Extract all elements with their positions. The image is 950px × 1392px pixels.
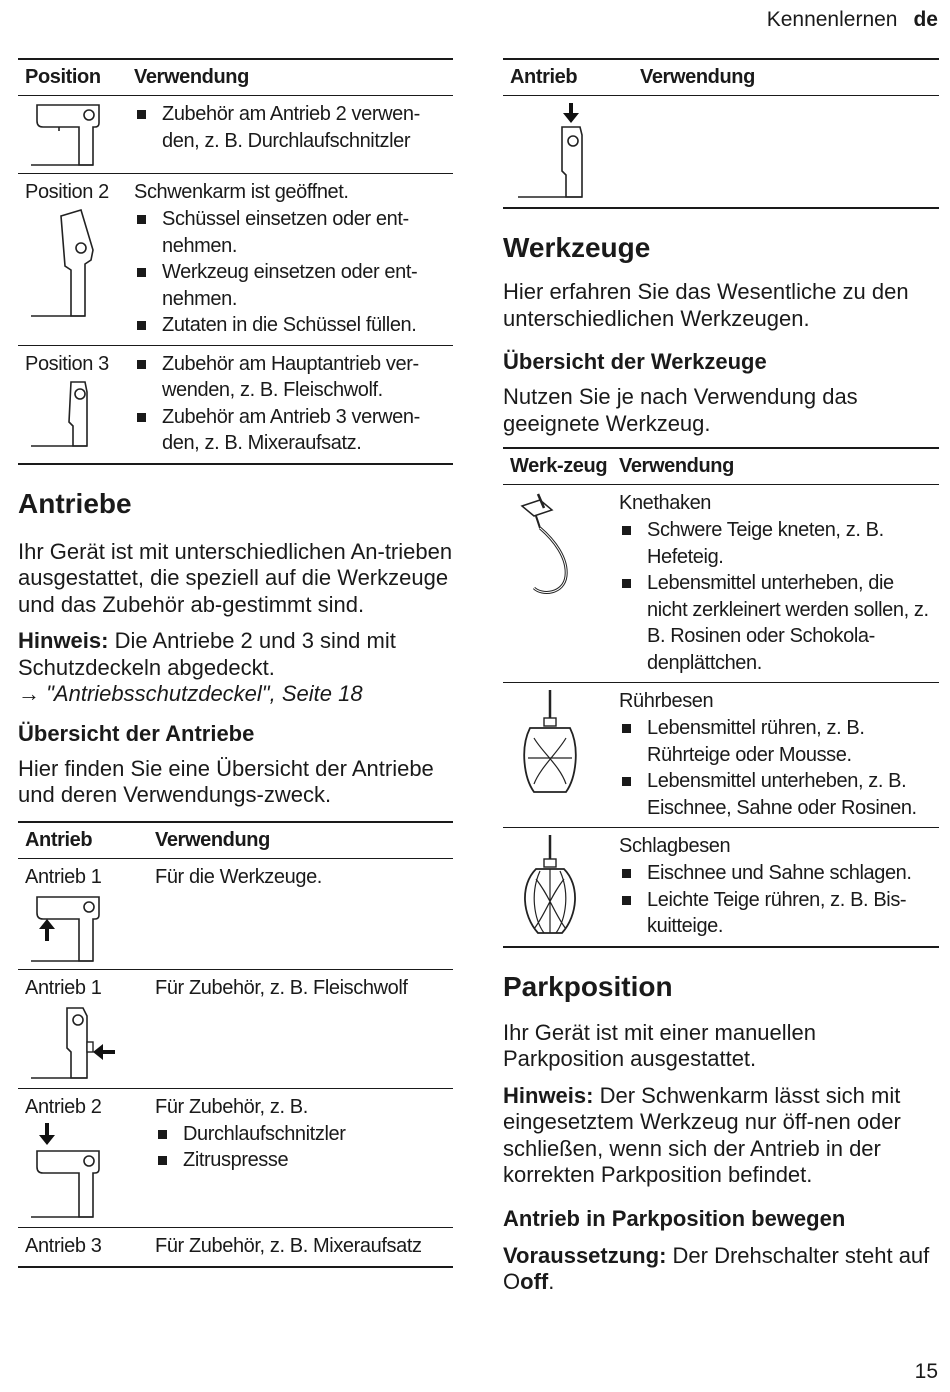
table-row: [503, 828, 939, 947]
usage-list: [155, 1121, 449, 1174]
tool-table-header-usage: Verwendung: [612, 448, 939, 485]
drives-overview-body: Hier finden Sie eine Übersicht der Antriebe und deren Verwendungs-zweck.: [18, 755, 434, 807]
position-label: Position 2: [25, 181, 109, 203]
usage-cell: [148, 969, 453, 1088]
mixer-arm-closed-icon: [25, 101, 105, 167]
tool-table-header-tool: Werk-zeug: [503, 448, 612, 485]
usage-list: [134, 101, 449, 154]
usage-text: Für Zubehör, z. B.: [155, 1095, 308, 1118]
position-table: [18, 58, 453, 465]
usage-cell: [148, 858, 453, 969]
table-row: [18, 858, 453, 969]
dough-hook-icon: [510, 492, 580, 602]
table-row: [18, 969, 453, 1088]
drive-cell: [18, 1088, 148, 1227]
position-cell: [18, 96, 127, 174]
list-item: Durchlaufschnitzler: [155, 1121, 449, 1148]
table-row: [18, 1227, 453, 1267]
off-symbol: O: [503, 1269, 521, 1294]
right-column: [503, 58, 939, 1296]
usage-cell: [127, 174, 453, 346]
werkzeuge-title: Werkzeuge: [503, 232, 651, 263]
usage-list: [619, 860, 935, 940]
usage-cell: [148, 1227, 453, 1267]
parkposition-note: [503, 1083, 939, 1189]
note-label: Hinweis:: [18, 628, 109, 653]
running-header: [767, 8, 938, 32]
page-number: 15: [914, 1360, 938, 1383]
list-item: Zitruspresse: [155, 1147, 449, 1174]
usage-cell: [612, 828, 939, 947]
drive-table-header-usage: Verwendung: [148, 822, 453, 859]
antriebe-body: Ihr Gerät ist mit unterschiedlichen An-trieben ausgestattet, die speziell auf die Werkzeuge und das Zubehör ab-gestimmt sind.: [18, 538, 453, 617]
usage-cell: [127, 345, 453, 464]
drive-table-header-drive: Antrieb: [18, 822, 148, 859]
parkposition-title: Parkposition: [503, 970, 673, 1002]
header-section: Kennenlernen: [766, 8, 898, 31]
note-label: Hinweis:: [503, 1082, 594, 1108]
usage-list: [134, 351, 449, 457]
tool-name: Rührbesen: [619, 690, 714, 712]
tool-cell: [503, 683, 612, 828]
tool-name: Knethaken: [619, 492, 712, 514]
table-row: [503, 96, 939, 209]
tools-overview-title: Übersicht der Werkzeuge: [503, 349, 767, 374]
position-table-header-position: Position: [18, 59, 127, 96]
drive-1-side-icon: [25, 1002, 125, 1082]
list-item: Werkzeug einsetzen oder ent-nehmen.: [134, 259, 449, 312]
note-text: Der Schwenkarm lässt sich mit eingesetztem Werkzeug nur öff-nen oder schließen, wenn sich der Antrieb in der korrekten Parkposition befindet.: [503, 1082, 901, 1187]
usage-list: [619, 715, 935, 821]
usage-cell: [148, 1088, 453, 1227]
antriebe-title: Antriebe: [18, 487, 132, 519]
usage-text: Für die Werkzeuge.: [155, 865, 322, 888]
usage-list: [619, 517, 935, 676]
tools-overview-body: Nutzen Sie je nach Verwendung das geeignete Werkzeug.: [503, 384, 858, 436]
header-lang: de: [913, 8, 938, 31]
requirement: [503, 1243, 939, 1296]
position-cell: [18, 345, 127, 464]
drive-table: [18, 821, 453, 1268]
whisk-icon: [510, 833, 580, 937]
drive-2-icon: [25, 1121, 105, 1221]
mixer-arm-open-icon: [25, 208, 105, 318]
cross-reference-link[interactable]: → "Antriebsschutzdeckel", Seite 18: [18, 681, 363, 706]
note-text: Die Antriebe 2 und 3 sind mit Schutzdeckeln abgedeckt.: [18, 628, 396, 680]
antriebe-section: [18, 487, 453, 809]
list-item: Lebensmittel unterheben, die nicht zerkleinert werden sollen, z. B. Rosinen oder Schokola-denplättchen.: [619, 570, 935, 676]
werkzeuge-body: Hier erfahren Sie das Wesentliche zu den unterschiedlichen Werkzeugen.: [503, 279, 909, 331]
mixer-arm-upright-icon: [25, 378, 105, 448]
usage-cell: [612, 683, 939, 828]
list-item: Schwere Teige kneten, z. B. Hefeteig.: [619, 517, 935, 570]
parkposition-body: Ihr Gerät ist mit einer manuellen Parkposition ausgestattet.: [503, 1019, 817, 1071]
drive-label: Antrieb 1: [25, 865, 102, 888]
requirement-end: .: [548, 1269, 555, 1294]
usage-text: Für Zubehör, z. B. Mixeraufsatz: [155, 1234, 422, 1257]
drive-label: Antrieb 1: [25, 976, 102, 999]
parkposition-section: [503, 970, 939, 1296]
list-item: Leichte Teige rühren, z. B. Bis-kuitteige.: [619, 887, 935, 940]
table-row: [503, 485, 939, 683]
requirement-text: Der Drehschalter steht auf: [666, 1242, 930, 1268]
list-item: Lebensmittel rühren, z. B. Rührteige oder Mousse.: [619, 715, 935, 768]
table-row: [503, 683, 939, 828]
usage-text: Für Zubehör, z. B. Fleischwolf: [155, 976, 408, 999]
tool-cell: [503, 828, 612, 947]
drive-table-continued: [503, 58, 939, 209]
move-to-park-title: Antrieb in Parkposition bewegen: [503, 1205, 846, 1231]
off-label: off: [520, 1269, 549, 1294]
werkzeuge-section: [503, 231, 939, 437]
list-item: Lebensmittel unterheben, z. B. Eischnee, Sahne oder Rosinen.: [619, 768, 935, 821]
list-item: Zubehör am Hauptantrieb ver-wenden, z. B. Fleischwolf.: [134, 351, 449, 404]
table-row: [18, 345, 453, 464]
drive-table-header-drive: Antrieb: [503, 59, 633, 96]
tool-table: [503, 447, 939, 948]
usage-cell: [633, 96, 939, 209]
position-table-header-usage: Verwendung: [127, 59, 453, 96]
list-item: Schüssel einsetzen oder ent-nehmen.: [134, 206, 449, 259]
table-row: [18, 174, 453, 346]
requirement-label: Voraussetzung:: [503, 1242, 667, 1268]
drive-cell: [18, 858, 148, 969]
table-row: [18, 96, 453, 174]
beater-icon: [510, 688, 580, 800]
list-item: Zubehör am Antrieb 3 verwen-den, z. B. Mixeraufsatz.: [134, 404, 449, 457]
drive-3-icon: [510, 101, 590, 201]
drive-label: Antrieb 2: [25, 1095, 102, 1118]
list-item: Zutaten in die Schüssel füllen.: [134, 312, 449, 339]
list-item: Eischnee und Sahne schlagen.: [619, 860, 935, 887]
usage-cell: [127, 96, 453, 174]
list-item: Zubehör am Antrieb 2 verwen-den, z. B. Durchlaufschnitzler: [134, 101, 449, 154]
drive-cell: [18, 1227, 148, 1267]
drive-1-top-icon: [25, 891, 105, 963]
usage-text: Schwenkarm ist geöffnet.: [134, 181, 349, 203]
position-cell: [18, 174, 127, 346]
usage-list: [134, 206, 449, 339]
left-column: [18, 58, 453, 1268]
antriebe-note: [18, 628, 453, 681]
drive-cell: [18, 969, 148, 1088]
position-label: Position 3: [25, 352, 109, 375]
drive-table-header-usage: Verwendung: [633, 59, 939, 96]
drive-label: Antrieb 3: [25, 1234, 102, 1257]
tool-name: Schlagbesen: [619, 835, 731, 857]
drive-cell: [503, 96, 633, 209]
usage-cell: [612, 485, 939, 683]
tool-cell: [503, 485, 612, 683]
table-row: [18, 1088, 453, 1227]
drives-overview-title: Übersicht der Antriebe: [18, 720, 255, 746]
